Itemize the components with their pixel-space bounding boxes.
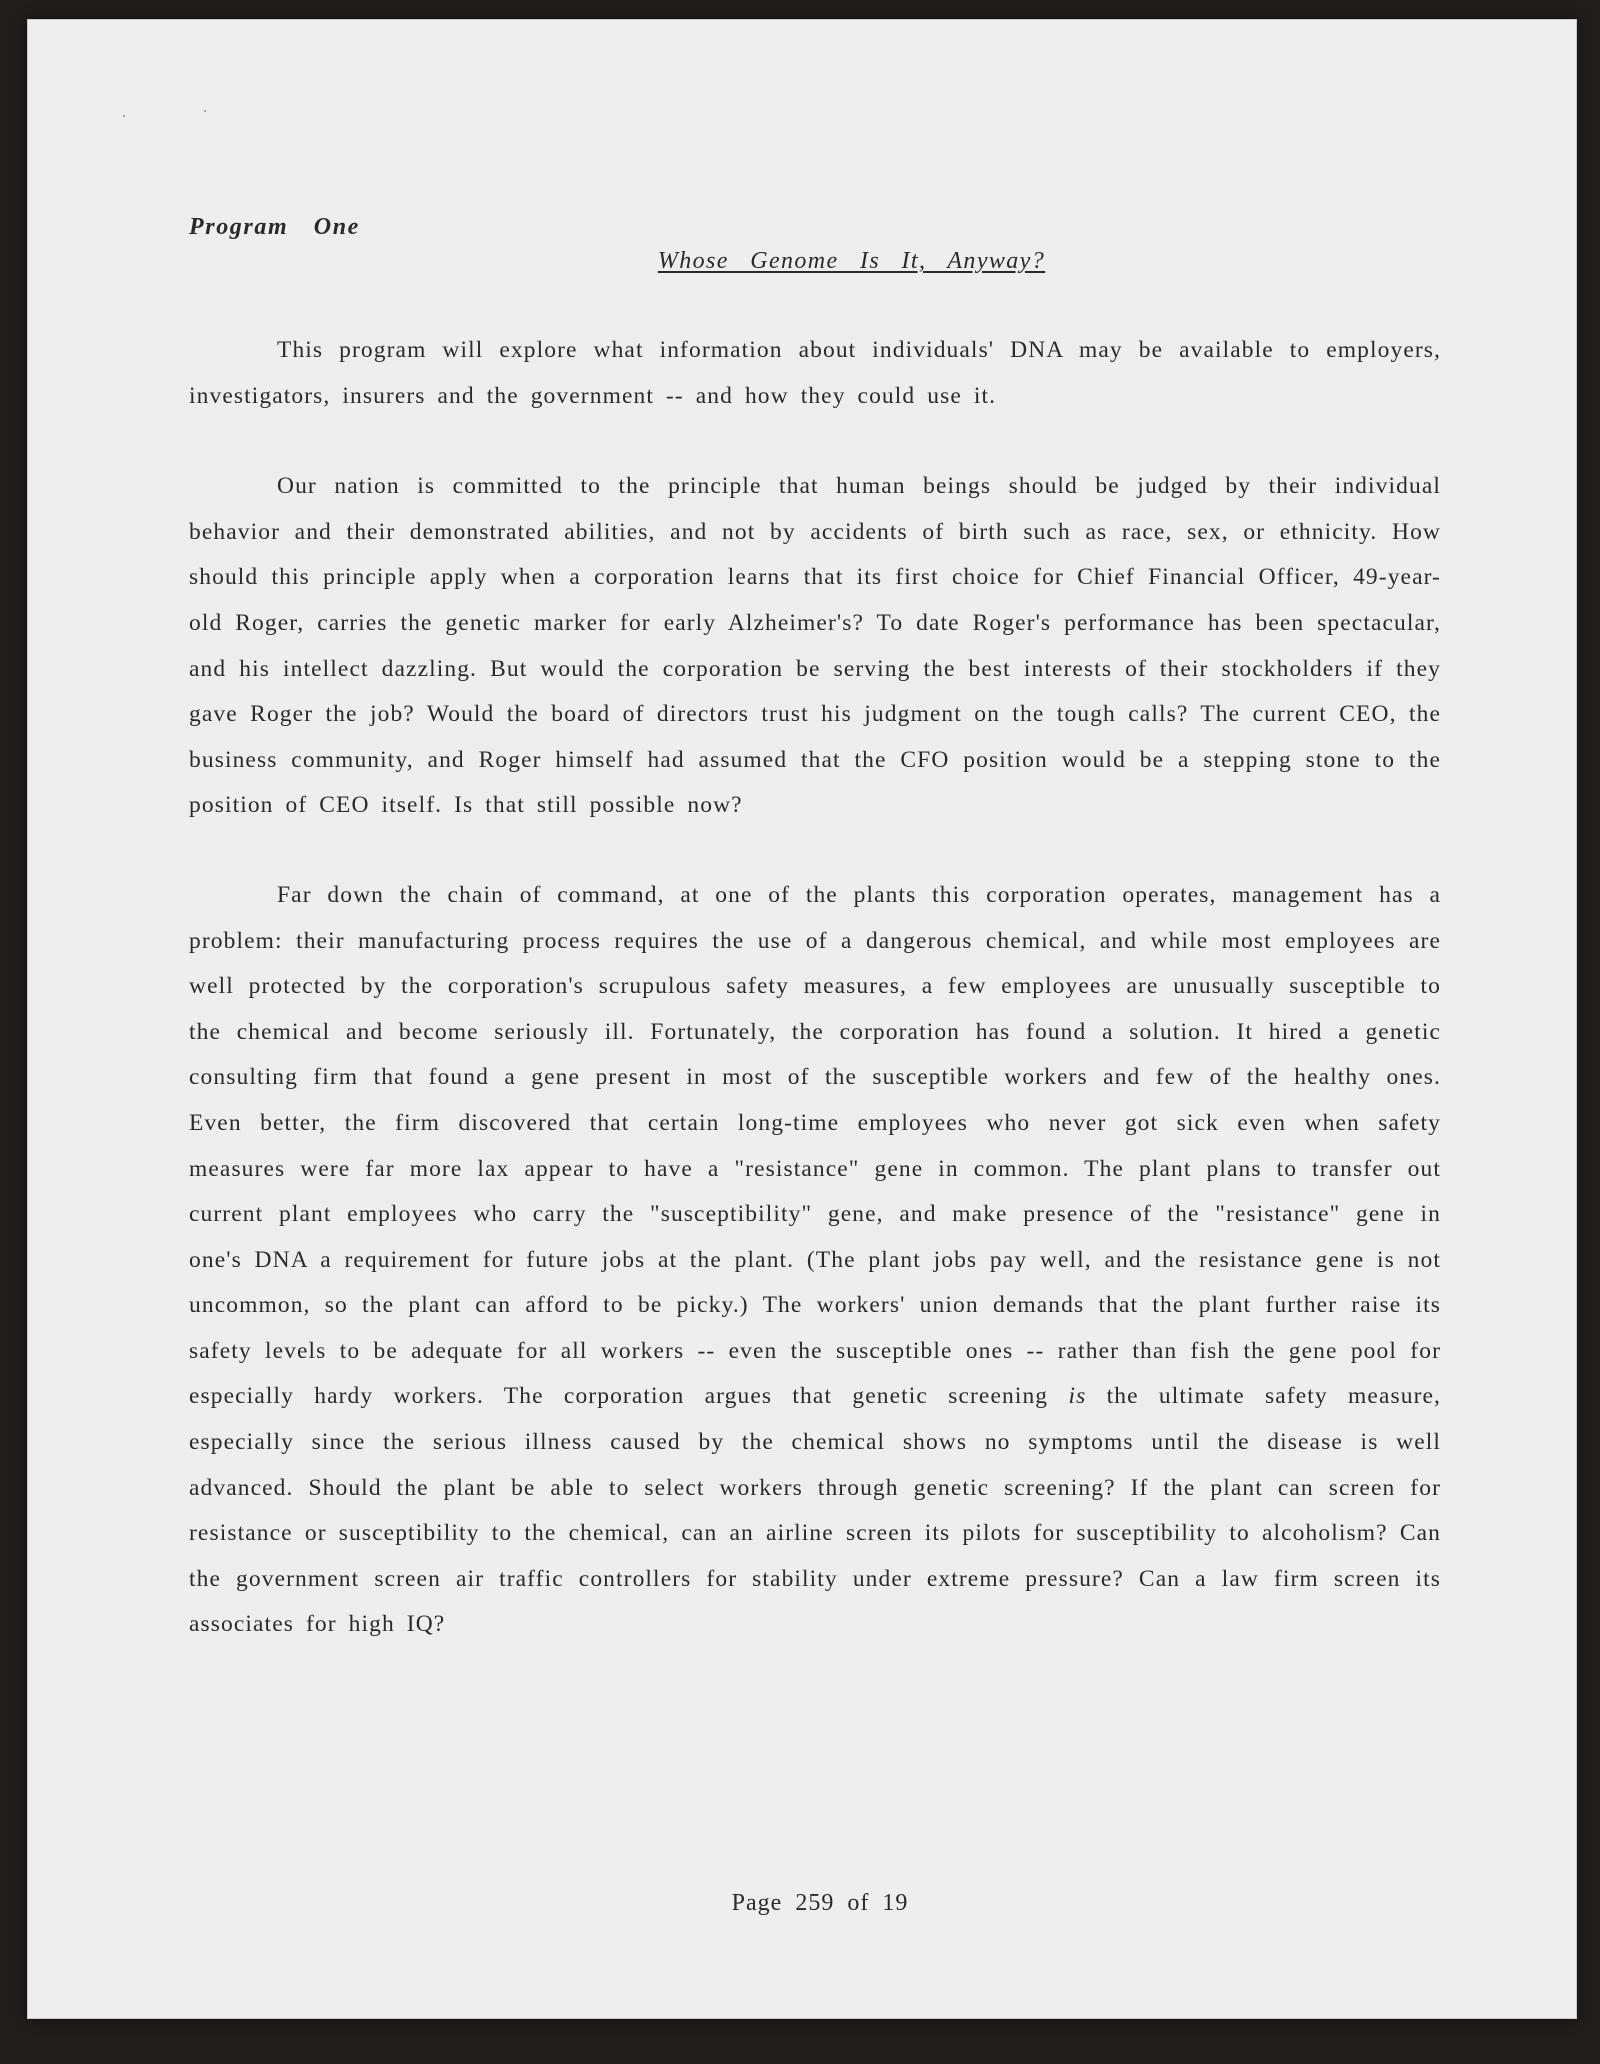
- paragraph-principle: Our nation is committed to the principle that human beings should be judged by their individual behavior and their demonstrated abilities, and not by accidents of birth such as race, sex, or ethnicity. How should this principle apply when a corporation learns that its first choice for Chief Financial Officer, 49-year-old Roger, carries the genetic marker for early Alzheimer's? To date Roger's performance has been spectacular, and his intellect dazzling. But would the corporation be serving the best interests of their stockholders if they gave Roger the job? Would the board of directors trust his judgment on the tough calls? The current CEO, the business community, and Roger himself had assumed that the CFO position would be a stepping stone to the position of CEO itself. Is that still possible now?: [189, 473, 1441, 819]
- paragraph-intro: This program will explore what information about individuals' DNA may be available to employers, investigators, insurers and the government -- and how they could use it.: [189, 337, 1441, 409]
- page-number: Page 259 of 19: [731, 1890, 909, 1916]
- paragraph-plant: [189, 873, 1441, 1648]
- program-label: Program One: [189, 214, 360, 240]
- document-title: Whose Genome Is It, Anyway?: [657, 248, 1046, 274]
- document-page: [28, 20, 1576, 2018]
- paper-speck: [204, 110, 206, 112]
- paragraph-plant-text-a: Far down the chain of command, at one of the plants this corporation operates, management has a problem: their manufacturing process requires the use of a dangerous chemical, and while most employees are well protected by the corporation's scrupulous safety measures, a few employees are unusually susceptible to the chemical and become seriously ill. Fortunately, the corporation has found a solution. It hired a genetic consulting firm that found a gene present in most of the susceptible workers and few of the healthy ones. Even better, the firm discovered that certain long-time employees who never got sick even when safety measures were far more lax appear to have a "resistance" gene in common. The plant plans to transfer out current plant employees who carry the "susceptibility" gene, and make presence of the "resistance" gene in one's DNA a requirement for future jobs at the plant. (The plant jobs pay well, and the resistance gene is not uncommon, so the plant can afford to be picky.) The workers' union demands that the plant further raise its safety levels to be adequate for all workers -- even the susceptible ones -- rather than fish the gene pool for especially hardy workers. The corporation argues that genetic screening: [189, 881, 1441, 1410]
- paragraph-plant-text-b: the ultimate safety measure, especially since the serious illness caused by the chemical shows no symptoms until the disease is well advanced. Should the plant be able to select workers through genetic screening? If the plant can screen for resistance or susceptibility to the chemical, can an airline screen its pilots for susceptibility to alcoholism? Can the government screen air traffic controllers for stability under extreme pressure? Can a law firm screen its associates for high IQ?: [189, 1383, 1441, 1638]
- emphasis-is: is: [1068, 1383, 1087, 1410]
- document-body: [189, 210, 1441, 1648]
- paper-speck: [123, 115, 125, 117]
